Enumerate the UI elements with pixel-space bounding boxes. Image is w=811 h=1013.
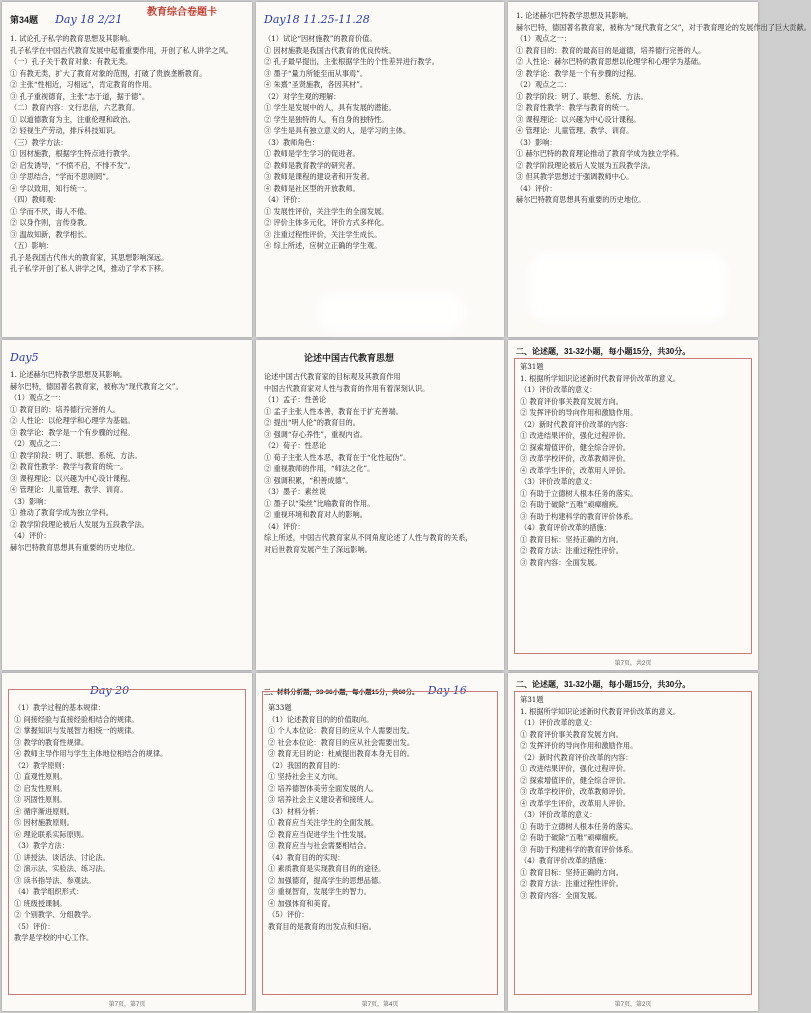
light-glare	[316, 292, 466, 332]
page-footer: 第7页，第2页	[614, 1002, 652, 1008]
page-footer: 第7页，第7页	[108, 1002, 146, 1008]
day-label: Day 20	[90, 684, 130, 697]
day-label: Day18 11.25-11.28	[264, 13, 370, 26]
handwritten-answer: （1）试论“因材施教”的教育价值。 ① 因材施教是我国古代教育的优良传统。 ② 孔子最早提出，主张根据学生的个性差异进行教学。 ③ 墨子“量力所能至而从事焉”。 ④ 朱熹“圣贤施教，各因其材”。 （2）对学生观的理解： ① 学生是发展中的人，具有发展的潜能。 ② 学生是独特的人，有自身的独特性。 ③ 学生是具有独立意义的人，是学习的主体。 （3）教师角色： ① 教师是学生学习的促进者。 ② 教师是教育教学的研究者。 ③ 教师是课程的建设者和开发者。 ④ 教师是社区型的开放教师。 （4）评价： ① 发展性评价，关注学生的全面发展。 ② 评价主体多元化，评价方式多样化。 ③ 注重过程性评价，关注学生成长。 ④ 综上所述，应树立正确的学生观。	[264, 34, 439, 250]
question-number: 第34题	[10, 15, 39, 25]
sheet-title: 教育综合卷题卡	[147, 7, 217, 18]
answer-sheet-4	[2, 340, 252, 670]
handwritten-answer: 第31题 1. 根据所学知识论述新时代教育评价改革的意义。 （1）评价改革的意义： ① 教育评价事关教育发展方向。 ② 发挥评价的导向作用和激励作用。 （2）新时代教育评价改革的内容： ① 改进结果评价，强化过程评价。 ② 探索增值评价，健全综合评价。 ③ 改革学校评价，改革教师评价。 ④ 改革学生评价，改革用人评价。 （3）评价改革的意义： ① 有助于立德树人根本任务的落实。 ② 有助于破除“五唯”顽瘴痼疾。 ③ 有助于构建科学的教育评价体系。 （4）教育评价改革的措施： ① 教育目标：坚持正确的方向。 ② 教育方法：注重过程性评价。 ③ 教育内容：全面发展。	[520, 362, 681, 567]
handwritten-answer: 1. 试论孔子私学的教育思想及其影响。 孔子私学在中国古代教育发展中起着重要作用，开创了私人讲学之风。 （一）孔子关于教育对象：有教无类。 ① 有教无类，扩大了教育对象的范围，打破了贵族垄断教育。 ② 主张“性相近，习相远”，肯定教育的作用。 ③ 孔子重视德育，主张“志于道，据于德”。 （二）教育内容：文行忠信，六艺教育。 ① 以道德教育为主，注重伦理和政治。 ② 轻视生产劳动，排斥科技知识。 （三）教学方法： ① 因材施教，根据学生特点进行教学。 ② 启发诱导，“不愤不启，不悱不发”。 ③ 学思结合，“学而不思则罔”。 ④ 学以致用，知行统一。 （四）教师观： ① 学而不厌，诲人不倦。 ② 以身作则，言传身教。 ③ 温故知新，教学相长。 （五）影响： 孔子是我国古代伟大的教育家，其思想影响深远。 孔子私学开创了私人讲学之风，推动了学术下移。	[10, 34, 233, 273]
page-footer: 第7页，第4页	[361, 1002, 399, 1008]
answer-sheet-3	[508, 2, 811, 337]
day-label: Day5	[10, 351, 39, 364]
handwritten-answer: 1. 论述赫尔巴特教学思想及其影响。 赫尔巴特，德国著名教育家，被称为“现代教育之父”，对于教育理论的发展作出了巨大贡献。 （1）观点之一： ① 教育目的：教育的最高目的是道德，培养德行完善的人。 ② 人性论：赫尔巴特的教育思想以伦理学和心理学为基础。 ③ 教学论：教学是一个有步骤的过程。 （2）观点之二： ① 教学阶段：明了、联想、系统、方法。 ② 教育性教学：教学与教育的统一。 ③ 课程理论：以兴趣为中心设计课程。 ④ 管理论：儿童管理、教学、训育。 （3）影响： ① 赫尔巴特的教育理论推动了教育学成为独立学科。 ② 教学阶段理论被后人发展为五段教学法。 ③ 但其教学思想过于强调教师中心。 （4）评价： 赫尔巴特教育思想具有重要的历史地位。	[516, 11, 811, 204]
answer-sheet-5	[256, 340, 504, 670]
answer-sheet-8	[256, 673, 504, 1011]
handwritten-answer: 论述中国古代教育家的目标观及其教育作用 中国古代教育家对人性与教育的作用有着深刻认识。 （1）孟子：性善论 ① 孟子主张人性本善，教育在于扩充善端。 ② 提出“明人伦”的教育目的。 ③ 强调“存心养性”，重视内省。 （2）荀子：性恶论 ① 荀子主张人性本恶，教育在于“化性起伪”。 ② 重视教师的作用，“师法之化”。 ③ 强调积累，“积善成德”。 （3）墨子：素丝说 ① 墨子以“染丝”比喻教育的作用。 ② 重视环境和教育对人的影响。 （4）评价： 综上所述，中国古代教育家从不同角度论述了人性与教育的关系， 对后世教育发展产生了深远影响。	[264, 372, 473, 554]
section-header: 二、论述题，31-32小题，每小题15分，共30分。	[516, 347, 691, 356]
answer-sheet-9	[508, 673, 758, 1011]
day-label: Day 18 2/21	[55, 13, 123, 26]
day-label: Day 16	[427, 684, 467, 697]
handwritten-answer: （1）教学过程的基本规律： ① 间接经验与直接经验相结合的规律。 ② 掌握知识与发展智力相统一的规律。 ③ 教学的教育性规律。 ④ 教师主导作用与学生主体地位相结合的规律。 （2）教学原则： ① 直观性原则。 ② 启发性原则。 ③ 巩固性原则。 ④ 循序渐进原则。 ⑤ 因材施教原则。 ⑥ 理论联系实际原则。 （3）教学方法： ① 讲授法、谈话法、讨论法。 ② 演示法、实验法、练习法。 ③ 读书指导法、参观法。 （4）教学组织形式： ① 班级授课制。 ② 个别教学、分组教学。 （5）评价： 教学是学校的中心工作。	[14, 703, 168, 942]
answer-sheet-1	[2, 2, 252, 337]
answer-box-border	[514, 691, 752, 995]
page-footer: 第7页，共2页	[614, 661, 652, 667]
handwritten-answer: 1. 论述赫尔巴特教学思想及其影响。 赫尔巴特，德国著名教育家，被称为“现代教育之父”。 （1）观点之一： ① 教育目的：培养德行完善的人。 ② 人性论：以伦理学和心理学为基础。 ③ 教学论：教学是一个有步骤的过程。 （2）观点之二： ① 教学阶段：明了、联想、系统、方法。 ② 教育性教学：教学与教育的统一。 ③ 课程理论：以兴趣为中心设计课程。 ④ 管理论：儿童管理、教学、训育。 （3）影响： ① 推动了教育学成为独立学科。 ② 教学阶段理论被后人发展为五段教学法。 （4）评价： 赫尔巴特教育思想具有重要的历史地位。	[10, 370, 183, 552]
answer-box-border	[514, 358, 752, 654]
section-header: 三、材料分析题，33-36小题，每小题15分，共60分。	[264, 689, 419, 696]
answer-sheet-7	[2, 673, 252, 1011]
handwritten-answer: 第31题 1. 根据所学知识论述新时代教育评价改革的意义。 （1）评价改革的意义： ① 教育评价事关教育发展方向。 ② 发挥评价的导向作用和激励作用。 （2）新时代教育评价改革的内容： ① 改进结果评价，强化过程评价。 ② 探索增值评价，健全综合评价。 ③ 改革学校评价，改革教师评价。 ④ 改革学生评价，改革用人评价。 （3）评价改革的意义： ① 有助于立德树人根本任务的落实。 ② 有助于破除“五唯”顽瘴痼疾。 ③ 有助于构建科学的教育评价体系。 （4）教育评价改革的措施： ① 教育目标：坚持正确的方向。 ② 教育方法：注重过程性评价。 ③ 教育内容：全面发展。	[520, 695, 681, 900]
answer-sheet-6	[508, 340, 758, 670]
handwritten-answer: 第33题 （1）论述教育目的的价值取向。 ① 个人本位论：教育目的应从个人需要出发。 ② 社会本位论：教育目的应从社会需要出发。 ③ 教育无目的论：杜威提出教育本身无目的。 （2）我国的教育目的： ① 坚持社会主义方向。 ② 培养德智体美劳全面发展的人。 ③ 培养社会主义建设者和接班人。 （3）材料分析： ① 教育应当关注学生的全面发展。 ② 教育应当促进学生个性发展。 ③ 教育应当与社会需要相结合。 （4）教育目的的实现： ① 素质教育是实现教育目的的途径。 ② 加强德育，提高学生的思想品德。 ③ 重视智育，发展学生的智力。 ④ 加强体育和美育。 （5）评价： 教育目的是教育的出发点和归宿。	[268, 703, 415, 931]
question-header: 论述中国古代教育思想	[304, 353, 395, 363]
section-header: 二、论述题，31-32小题，每小题15分，共30分。	[516, 680, 691, 689]
light-glare	[528, 252, 728, 322]
answer-box-border	[8, 689, 246, 995]
answer-sheet-2	[256, 2, 504, 337]
answer-box-border	[262, 691, 498, 995]
